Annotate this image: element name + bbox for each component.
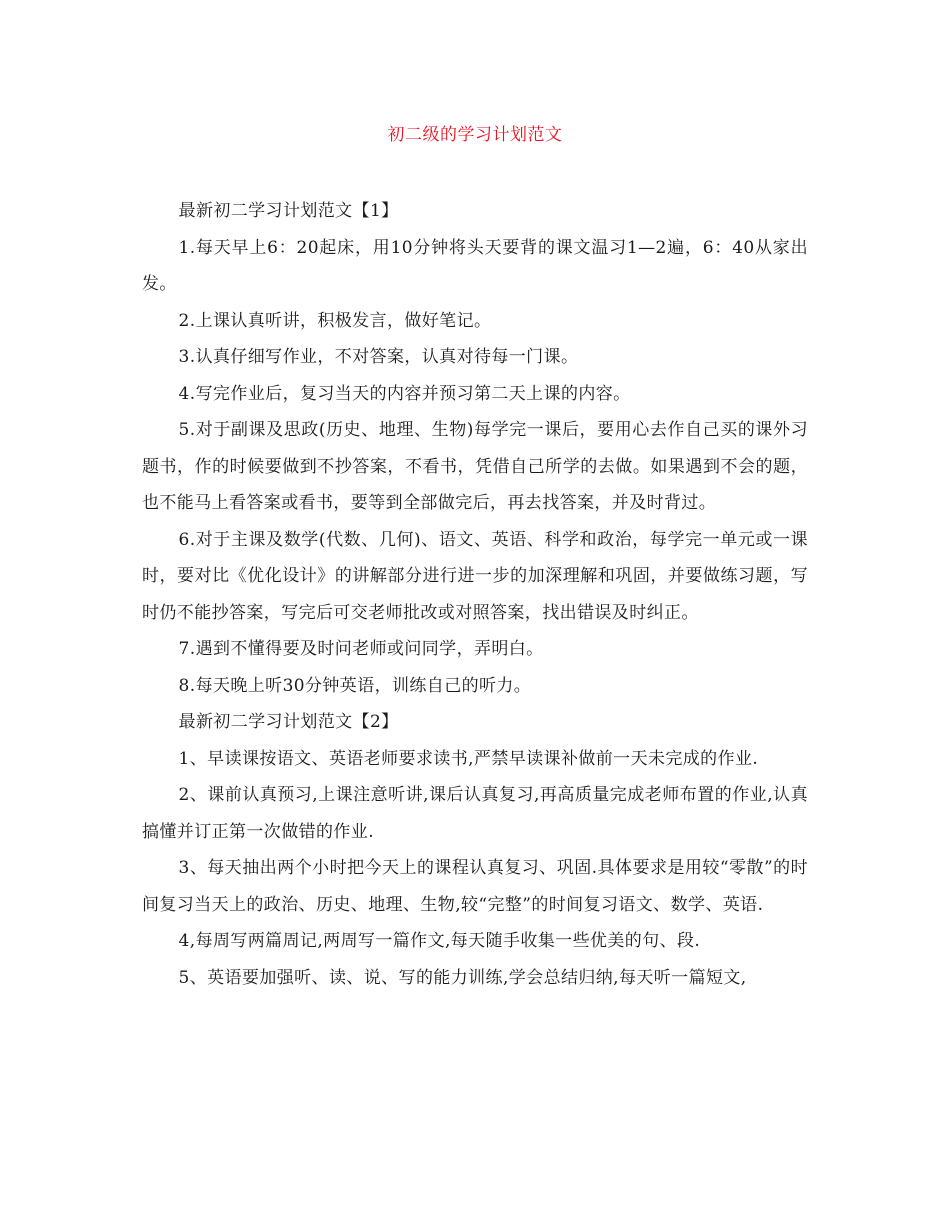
paragraph-2: 2.上课认真听讲，积极发言，做好笔记。 xyxy=(178,310,492,331)
paragraph-1: 1.每天早上6：20起床，用10分钟将头天要背的课文温习1—2遍，6：40从家出发。 xyxy=(142,237,808,294)
paragraph-5: 5.对于副课及思政(历史、地理、生物)每学完一课后，要用心去作自己买的课外习题书，作的时候要做到不抄答案，不看书，凭借自己所学的去做。如果遇到不会的题，也不能马上看答案或看书，要等到全部做完后，再去找答案，并及时背过。 xyxy=(142,420,808,513)
paragraph-11: 3、每天抽出两个小时把今天上的课程认真复习、巩固.具体要求是用较“零散”的时间复习当天上的政治、历史、地理、生物,较“完整”的时间复习语文、数学、英语. xyxy=(142,858,808,915)
paragraph-6: 6.对于主课及数学(代数、几何)、语文、英语、科学和政治，每学完一单元或一课时，要对比《优化设计》的讲解部分进行进一步的加深理解和巩固，并要做练习题，写时仍不能抄答案，写完后可交老师批改或对照答案，找出错误及时纠正。 xyxy=(142,529,808,623)
paragraph-3: 3.认真仔细写作业，不对答案，认真对待每一门课。 xyxy=(178,347,579,367)
paragraph-13: 5、英语要加强听、读、说、写的能力训练,学会总结归纳,每天听一篇短文, xyxy=(178,967,747,988)
paragraph-9: 1、早读课按语文、英语老师要求读书,严禁早读课补做前一天未完成的作业. xyxy=(178,748,759,769)
paragraph-10: 2、课前认真预习,上课注意听讲,课后认真复习,再高质量完成老师布置的作业,认真搞懂并订正第一次做错的作业. xyxy=(142,785,808,842)
section-heading-1: 最新初二学习计划范文【1】 xyxy=(178,201,399,221)
paragraph-12: 4,每周写两篇周记,两周写一篇作文,每天随手收集一些优美的句、段. xyxy=(178,931,701,951)
document-title: 初二级的学习计划范文 xyxy=(387,125,563,145)
paragraph-4: 4.写完作业后，复习当天的内容并预习第二天上课的内容。 xyxy=(178,383,631,404)
paragraph-8: 8.每天晚上听30分钟英语，训练自己的听力。 xyxy=(178,675,532,696)
paragraph-7: 7.遇到不懂得要及时问老师或问同学，弄明白。 xyxy=(178,639,544,659)
section-heading-2: 最新初二学习计划范文【2】 xyxy=(178,712,399,732)
document-body xyxy=(142,193,808,996)
